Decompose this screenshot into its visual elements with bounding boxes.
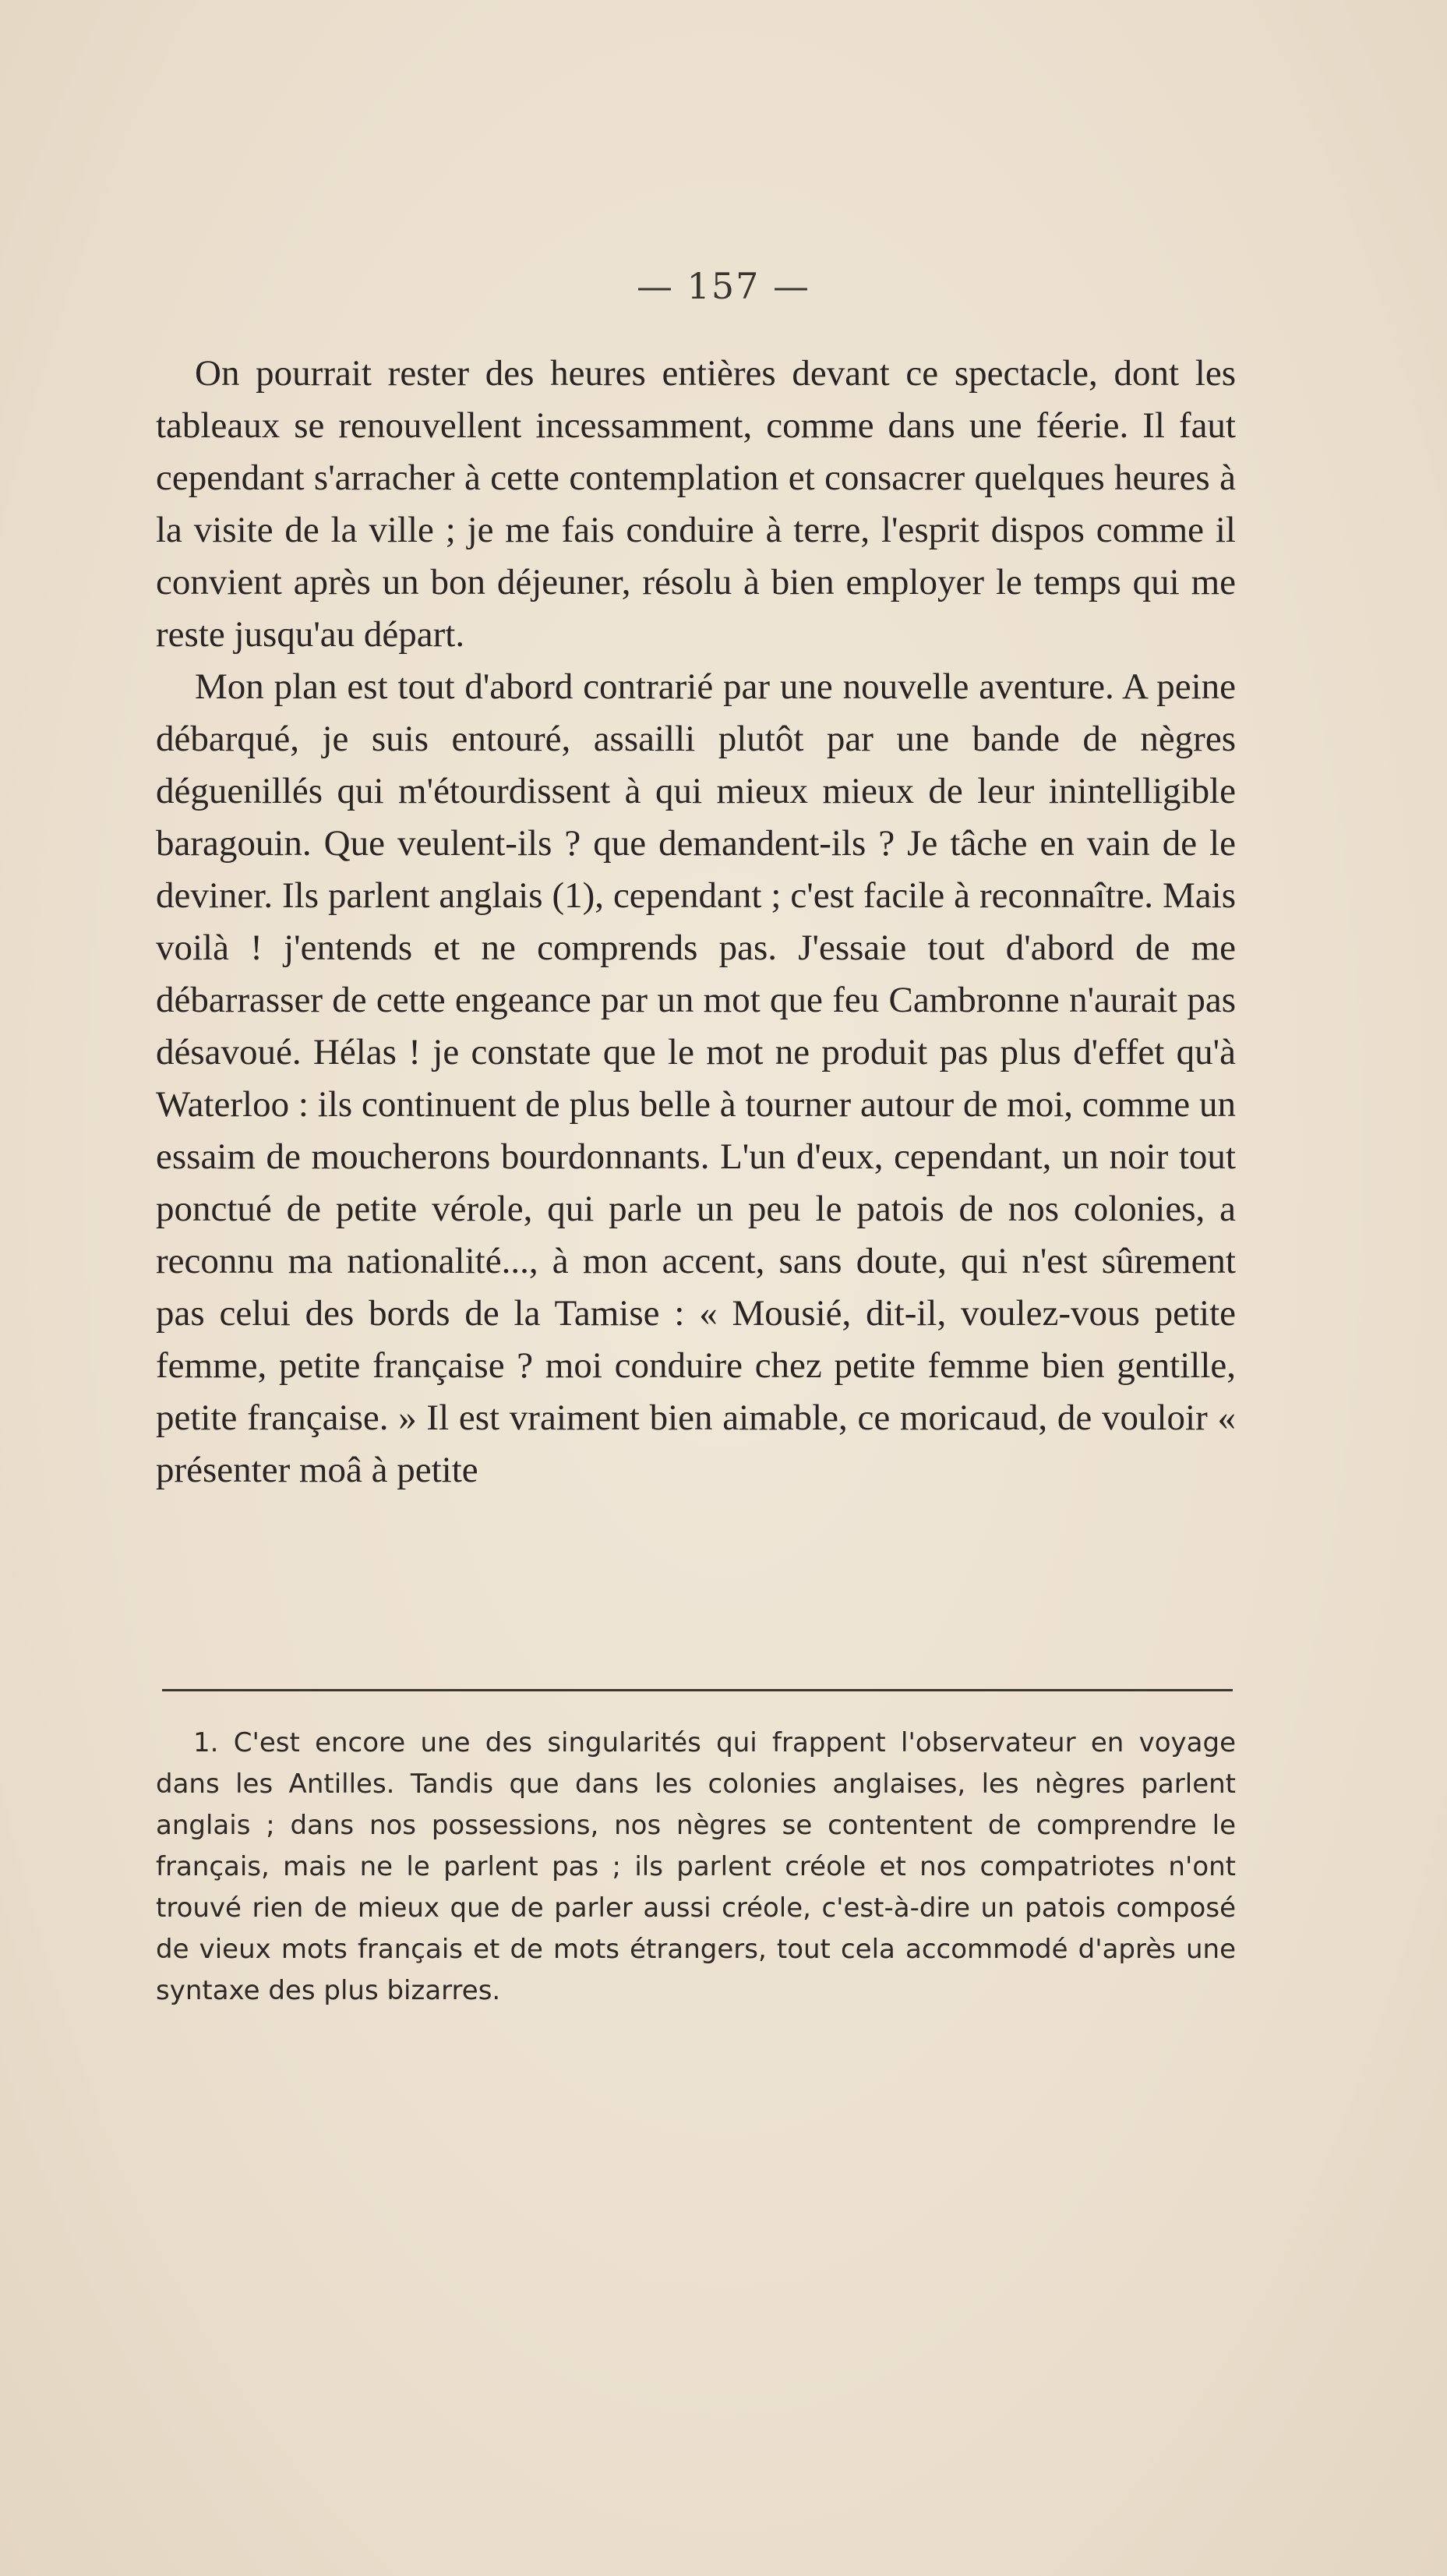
main-text	[156, 348, 1236, 1496]
paragraph-2: Mon plan est tout d'abord contrarié par une nouvelle aventure. A peine débarqué, je suis entouré, assailli plutôt par une bande de nègres déguenillés qui m'étourdissent à qui mieux mieux de leur inintelligible baragouin. Que veulent-ils ? que demandent-ils ? Je tâche en vain de le deviner. Ils parlent anglais (1), cependant ; c'est facile à reconnaître. Mais voilà ! j'entends et ne comprends pas. J'essaie tout d'abord de me débarrasser de cette engeance par un mot que feu Cambronne n'aurait pas désavoué. Hélas ! je constate que le mot ne produit pas plus d'effet qu'à Waterloo : ils continuent de plus belle à tourner autour de moi, comme un essaim de moucherons bourdonnants. L'un d'eux, cependant, un noir tout ponctué de petite vérole, qui parle un peu le patois de nos colonies, a reconnu ma nationalité..., à mon accent, sans doute, qui n'est sûrement pas celui des bords de la Tamise : « Mousié, dit-il, voulez-vous petite femme, petite française ? moi conduire chez petite femme bien gentille, petite française. » Il est vraiment bien aimable, ce moricaud, de vouloir « présenter moâ à petite	[156, 666, 1236, 1490]
footnote	[156, 1723, 1236, 2012]
footnote-text: 1. C'est encore une des singularités qui frappent l'observateur en voyage dans les Antilles. Tandis que dans les colonies anglaises, les nègres parlent anglais ; dans nos possessions, nos nègres se contentent de comprendre le français, mais ne le parlent pas ; ils parlent créole et nos compatriotes n'ont trouvé rien de mieux que de parler aussi créole, c'est-à-dire un patois composé de vieux mots français et de mots étrangers, tout cela accommodé d'après une syntaxe des plus bizarres.	[156, 1727, 1236, 2006]
page-number: — 157 —	[636, 265, 811, 307]
paragraph-1: On pourrait rester des heures entières devant ce spectacle, dont les tableaux se renouvellent incessamment, comme dans une féerie. Il faut cependant s'arracher à cette contemplation et consacrer quelques heures à la visite de la ville ; je me fais conduire à terre, l'esprit dispos comme il convient après un bon déjeuner, résolu à bien employer le temps qui me reste jusqu'au départ.	[156, 353, 1236, 655]
footnote-divider	[162, 1689, 1233, 1691]
